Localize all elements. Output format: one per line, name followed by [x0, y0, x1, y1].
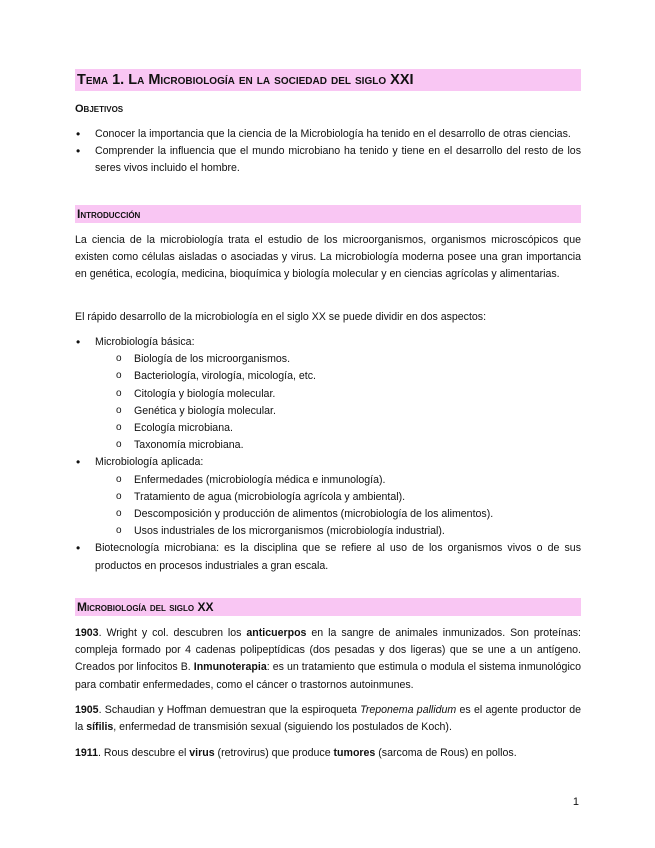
entry-text: (sarcoma de Rous) en pollos.: [375, 747, 517, 759]
list-item-basic: [75, 334, 581, 454]
entry-text: (retrovirus) que produce: [214, 747, 334, 759]
entry-text: . Wright y col. descubren los: [98, 627, 247, 639]
intro-aspects-paragraph: El rápido desarrollo de la microbiología en el siglo XX se puede dividir en dos aspectos:: [75, 311, 487, 323]
entry-bold-term: Inmunoterapia: [193, 661, 267, 674]
entry-text: es el agente productor de la: [75, 704, 581, 734]
entry-1905: [75, 702, 581, 736]
applied-sublist: [75, 472, 581, 541]
list-item: • Comprender la influencia que el mundo microbiano ha tenido y tiene en el desarrollo del resto de los seres vivos incluido el hombre.: [75, 143, 581, 177]
list-item: o Descomposición y producción de alimentos (microbiología de los alimentos).: [75, 506, 581, 523]
entry-year: 1905: [75, 704, 99, 716]
list-item: o Citología y biología molecular.: [75, 386, 581, 403]
list-item-applied: [75, 454, 581, 540]
list-item-biotech: • Biotecnología microbiana: es la disciplina que se refiere al uso de los organismos vivos o de sus productos en procesos industriales a gran escala.: [75, 540, 581, 574]
objectives-heading: Objetivos: [75, 103, 124, 115]
applied-label: Microbiología aplicada:: [95, 456, 204, 469]
entry-bold-term: tumores: [333, 747, 376, 759]
list-item: o Genética y biología molecular.: [75, 403, 581, 420]
aspects-list: [75, 334, 581, 575]
list-item: o Taxonomía microbiana.: [75, 437, 581, 454]
entry-text: , enfermedad de transmisión sexual (siguiendo los postulados de Koch).: [113, 721, 452, 734]
entry-1903: [75, 625, 581, 694]
entry-year: 1911: [75, 747, 98, 759]
list-item: o Bacteriología, virología, micología, etc.: [75, 368, 581, 385]
list-item: o Usos industriales de los microrganismos (microbiología industrial).: [75, 523, 581, 540]
entry-year: 1903: [75, 627, 99, 639]
list-item: o Biología de los microorganismos.: [75, 351, 581, 368]
list-item: o Enfermedades (microbiología médica e inmunología).: [75, 472, 581, 489]
intro-paragraph: La ciencia de la microbiología trata el estudio de los microorganismos, organismos microscópicos que existen como células aisladas o asociadas y virus. La microbiología moderna posee una gran importancia en genética, ecología, medicina, bioquímica y biología molecular y en ciencias agrícolas y alimentarias.: [75, 234, 581, 281]
basic-sublist: [75, 351, 581, 454]
section-heading-introduction: Introducción: [75, 205, 581, 223]
basic-label: Microbiología básica:: [95, 336, 195, 348]
entry-bold-term: anticuerpos: [246, 627, 307, 639]
entry-text: . Schaudian y Hoffman demuestran que la espiroqueta: [98, 704, 361, 716]
list-item: o Ecología microbiana.: [75, 420, 581, 437]
objectives-list: [75, 126, 581, 178]
entry-bold-term: sífilis: [86, 721, 114, 734]
list-item: • Conocer la importancia que la ciencia de la Microbiología ha tenido en el desarrollo de otras ciencias.: [75, 126, 581, 143]
list-item: o Tratamiento de agua (microbiología agrícola y ambiental).: [75, 489, 581, 506]
section-heading-xx-century: Microbiología del siglo XX: [75, 598, 581, 616]
page-number: 1: [572, 796, 579, 808]
entry-1911: [75, 745, 581, 762]
entry-text: : es un tratamiento que estimula o modula el sistema inmunológico para combatir enfermedades, como el cáncer o trastornos autoinmunes.: [75, 661, 581, 691]
entry-text: en la sangre de animales inmunizados. Son proteínas: compleja formado por 4 cadenas polipeptídicas (dos pesadas y dos ligeras) que se une a un antígeno. Creados por linfocitos B.: [75, 627, 581, 674]
entry-bold-term: virus: [189, 747, 215, 759]
entry-italic-term: Treponema pallidum: [360, 704, 457, 716]
entry-text: . Rous descubre el: [97, 747, 190, 759]
document-title: Tema 1. La Microbiología en la sociedad del siglo XXI: [75, 69, 581, 91]
